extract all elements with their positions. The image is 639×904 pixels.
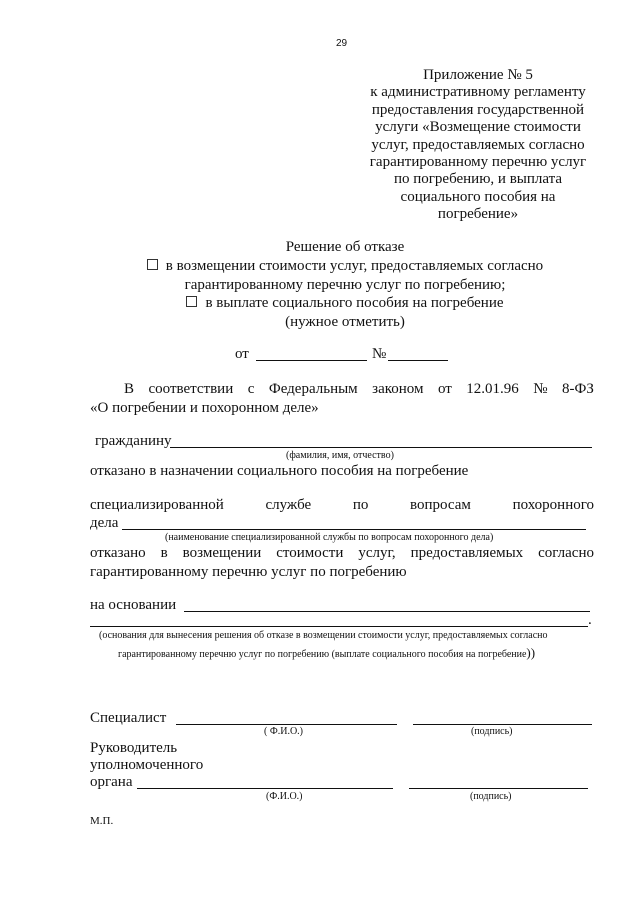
head-label-line3: органа — [90, 774, 133, 790]
citizen-caption: (фамилия, имя, отчество) — [286, 450, 394, 461]
grounds-caption-line1: (основания для вынесения решения об отказе в возмещении стоимости услуг, предоставляемых согласно — [99, 630, 548, 641]
citizen-name-field[interactable] — [170, 447, 592, 448]
law-word: 8-ФЗ — [562, 381, 594, 397]
service-caption: (наименование специализированной службы по вопросам похоронного дела) — [165, 532, 494, 543]
law-word: 12.01.96 — [466, 381, 519, 397]
option-1-checkbox-icon[interactable] — [147, 259, 158, 270]
refusal-word: согласно — [538, 545, 594, 561]
refusal-word: отказано — [90, 545, 146, 561]
grounds-field-line2[interactable] — [90, 626, 588, 627]
service-name-field[interactable] — [122, 529, 586, 530]
service-line — [90, 497, 594, 514]
appendix-line: предоставления государственной — [371, 101, 585, 118]
service-word: вопросам — [410, 497, 471, 513]
appendix-line: по погребению, и выплата — [393, 171, 563, 188]
specialist-name-field[interactable] — [176, 724, 397, 725]
service-word: специализированной — [90, 497, 224, 513]
grounds-caption-close: )) — [526, 645, 536, 660]
service-refusal-line — [90, 545, 594, 562]
refusal-word: предоставляемых — [410, 545, 524, 561]
law-word: № — [533, 381, 548, 397]
law-word: Федеральным — [268, 381, 358, 397]
refusal-word: стоимости — [276, 545, 344, 561]
law-word: с — [247, 381, 255, 397]
number-label: № — [372, 346, 387, 362]
appendix-line: услуги «Возмещение стоимости — [375, 119, 581, 136]
appendix-line: услуг, предоставляемых согласно — [371, 136, 585, 153]
grounds-caption-line2 — [118, 645, 535, 661]
date-field[interactable] — [256, 360, 367, 361]
head-fio-caption: (Ф.И.О.) — [266, 791, 303, 802]
refusal-word: в — [160, 545, 168, 561]
law-word: соответствии — [148, 381, 234, 397]
service-label-dela: дела — [90, 515, 119, 531]
law-name: «О погребении и похоронном деле» — [90, 400, 319, 416]
specialist-label: Специалист — [90, 710, 167, 726]
head-name-field[interactable] — [137, 788, 393, 789]
appendix-header — [358, 67, 598, 224]
specialist-signature-field[interactable] — [413, 724, 592, 725]
appendix-line: погребение» — [437, 206, 519, 223]
option-1-label-continued: гарантированному перечню услуг по погребению; — [184, 277, 506, 293]
stamp-place: М.П. — [90, 815, 114, 827]
date-from-label: от — [235, 346, 249, 362]
law-word: В — [124, 381, 135, 397]
service-word: службе — [265, 497, 312, 513]
citizen-label: гражданину — [95, 433, 172, 449]
law-word: от — [437, 381, 452, 397]
option-1-label: в возмещении стоимости услуг, предоставляемых согласно — [165, 258, 544, 274]
select-note: (нужное отметить) — [285, 314, 405, 330]
appendix-line: социального пособия на — [400, 188, 556, 205]
number-field[interactable] — [388, 360, 448, 361]
head-label-line1: Руководитель — [90, 740, 178, 756]
option-2-label: в выплате социального пособия на погребение — [205, 295, 504, 311]
head-signature-caption: (подпись) — [470, 791, 512, 802]
service-word: похоронного — [512, 497, 594, 513]
grounds-caption-text: гарантированному перечню услуг по погребению (выплате социального пособия на погребение — [118, 649, 527, 660]
specialist-fio-caption: ( Ф.И.О.) — [264, 726, 304, 737]
appendix-line: Приложение № 5 — [423, 67, 533, 83]
option-1-row[interactable] — [90, 257, 600, 275]
option-2-row[interactable] — [90, 294, 600, 312]
refusal-word: возмещении — [182, 545, 262, 561]
head-signature-field[interactable] — [409, 788, 588, 789]
specialist-signature-caption: (подпись) — [471, 726, 513, 737]
option-2-checkbox-icon[interactable] — [186, 296, 197, 307]
service-refusal-text-continued: гарантированному перечню услуг по погребению — [90, 564, 407, 580]
appendix-line: к административному регламенту — [370, 84, 586, 101]
grounds-period: . — [588, 612, 592, 628]
page-number: 29 — [336, 38, 348, 49]
refusal-word: услуг, — [358, 545, 396, 561]
law-word: законом — [372, 381, 424, 397]
law-basis-line — [124, 381, 594, 398]
head-label-line2: уполномоченного — [90, 757, 204, 773]
service-word: по — [352, 497, 369, 513]
grounds-label: на основании — [90, 597, 177, 613]
citizen-refusal-text: отказано в назначении социального пособия на погребение — [90, 463, 469, 479]
grounds-field[interactable] — [184, 611, 590, 612]
appendix-line: гарантированному перечню услуг — [369, 154, 587, 171]
decision-title: Решение об отказе — [285, 239, 405, 255]
